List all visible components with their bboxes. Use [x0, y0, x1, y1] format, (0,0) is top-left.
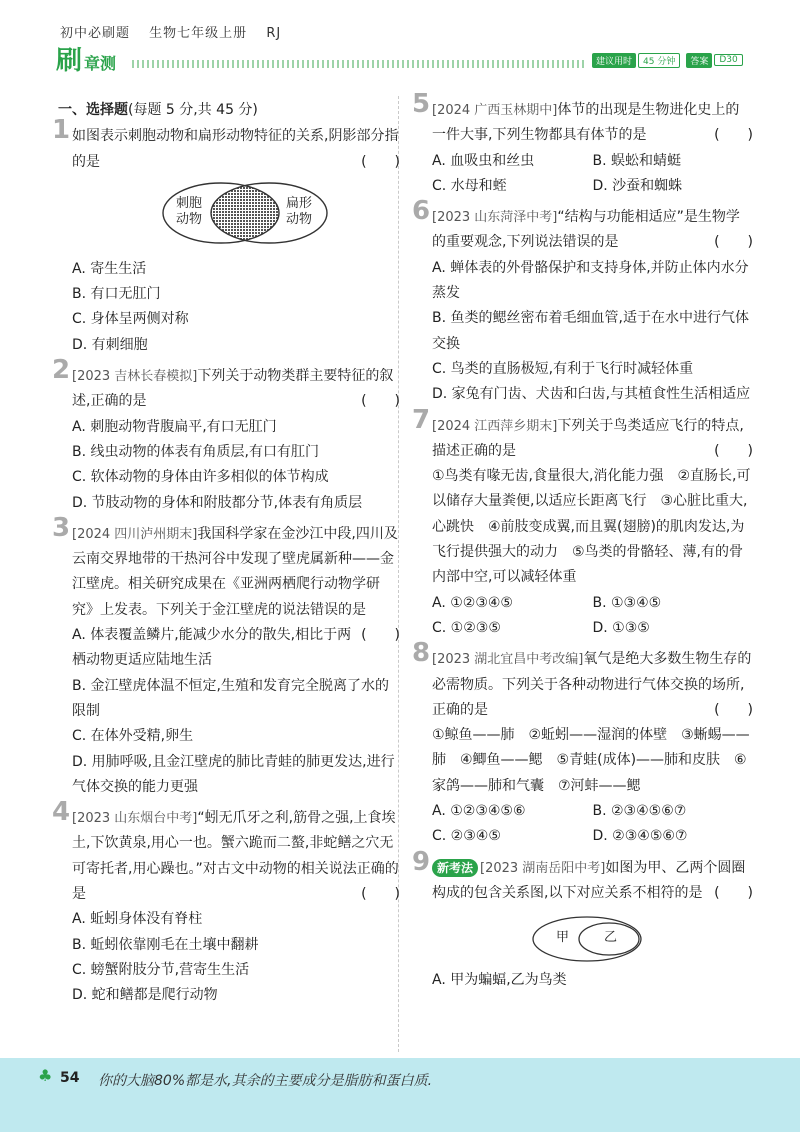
options-list: [72, 623, 400, 800]
option-A: A. ①②③④⑤⑥: [432, 803, 526, 820]
question-stem: 下列关于动物类群主要特征的叙述,正确的是: [72, 368, 394, 410]
question-4: [52, 797, 400, 1008]
answer-paren: ( ): [361, 393, 400, 410]
answer-label: 答案: [686, 53, 712, 68]
options-list: [72, 257, 400, 358]
question-stem: “蚓无爪牙之利,筋骨之强,上食埃土,下饮黄泉,用心一也。蟹六跪而二螯,非蛇鳝之穴无可寄托者,用心躁也。”对古文中动物的相关说法正确的是: [72, 810, 399, 903]
question-number: 6: [412, 196, 431, 227]
time-answer-box: [592, 53, 743, 67]
question-body: ①鸟类有喙无齿,食量很大,消化能力强 ②直肠长,可以储存大量粪便,以适应长距离飞行 ③心脏比重大,心跳快 ④前肢变成翼,而且翼(翅膀)的肌肉发达,为飞行提供强大的动力 ⑤鸟类的骨骼轻、薄,有的骨内部中空,可以减轻体重: [432, 468, 751, 586]
page-number: 54: [60, 1070, 80, 1086]
options-list: [72, 415, 400, 516]
question-number: 4: [52, 797, 71, 828]
question-8: [412, 638, 753, 849]
venn-inner-label: 乙: [604, 930, 618, 946]
question-5: [412, 89, 753, 199]
question-number: 3: [52, 512, 71, 543]
option-D: D. 有刺细胞: [72, 336, 148, 353]
answer-paren: ( ): [361, 153, 400, 170]
question-stem: 如图表示刺胞动物和扁形动物特征的关系,阴影部分指的是: [72, 128, 399, 170]
subject-name: 生物七年级上册: [149, 26, 248, 41]
question-number: 7: [412, 404, 431, 435]
option-B: B. 线虫动物的体表有角质层,有口有肛门: [72, 443, 319, 460]
option-A: A. 蚯蚓身体没有脊柱: [72, 911, 203, 928]
venn-outer-label: 甲: [556, 930, 570, 946]
left-column: [52, 98, 400, 1015]
time-label: 建议用时: [592, 53, 636, 68]
question-number: 1: [52, 115, 71, 146]
answer-paren: ( ): [361, 627, 400, 644]
answer-paren: ( ): [714, 127, 753, 144]
option-C: C. 鸟类的直肠极短,有利于飞行时减轻体重: [432, 360, 694, 377]
footer-tip: 你的大脑80%都是水,其余的主要成分是脂肪和蛋白质.: [98, 1073, 433, 1089]
venn-left-label: 刺胞 动物: [176, 195, 203, 227]
question-number: 8: [412, 638, 431, 669]
answer-paren: ( ): [714, 701, 753, 718]
question-stem: 氧气是绝大多数生物生存的必需物质。下列关于各种动物进行气体交换的场所,正确的是: [432, 651, 752, 718]
venn-svg: [532, 916, 652, 964]
question-source: [2023 湖南岳阳中考]: [480, 860, 606, 876]
venn-right-label: 扁形 动物: [286, 195, 313, 227]
option-D: D. 家兔有门齿、犬齿和臼齿,与其植食性生活相适应: [432, 386, 751, 403]
option-A: A. ①②③④⑤: [432, 594, 513, 611]
question-7: [412, 404, 753, 642]
answer-page: D30: [714, 54, 742, 66]
option-C: C. 在体外受精,卵生: [72, 728, 194, 745]
question-source: [2024 四川泸州期末]: [72, 526, 198, 542]
answer-paren: ( ): [714, 442, 753, 459]
option-B: B. 鱼类的鳃丝密布着毛细血管,适于在水中进行气体交换: [432, 310, 749, 352]
options-list: [432, 968, 753, 993]
options-list: [432, 256, 753, 408]
option-C: C. ②③④⑤: [432, 828, 501, 845]
section-title: 一、选择题(每题 5 分,共 45 分): [58, 102, 258, 118]
answer-paren: ( ): [714, 884, 753, 901]
question-body: ①鲸鱼——肺 ②蚯蚓——湿润的体壁 ③蜥蜴——肺 ④鲫鱼——鳃 ⑤青蛙(成体)——肺和皮肤 ⑥家鸽——肺和气囊 ⑦河蚌——鳃: [432, 727, 750, 794]
question-3: [52, 512, 400, 800]
option-D: D. 沙蚕和蜘蛛: [592, 177, 683, 194]
time-value: 45 分钟: [638, 53, 680, 68]
option-D: D. 节肢动物的身体和附肢都分节,体表有角质层: [72, 494, 363, 511]
question-number: 2: [52, 355, 71, 386]
edition: RJ: [266, 26, 282, 41]
option-B: B. ①③④⑤: [592, 594, 662, 611]
option-C: C. 水母和蛭: [432, 177, 507, 194]
footer: [0, 1058, 800, 1132]
options-list: [432, 591, 753, 642]
option-C: C. 软体动物的身体由许多相似的体节构成: [72, 469, 329, 486]
venn-diagram: [532, 916, 753, 964]
option-C: C. ①②③⑤: [432, 619, 501, 636]
option-C: C. 身体呈两侧对称: [72, 311, 189, 328]
plant-icon: ♣: [38, 1066, 53, 1085]
question-6: [412, 196, 753, 407]
book-name: 初中必刷题: [60, 26, 131, 41]
options-list: [72, 907, 400, 1008]
option-B: B. 蚯蚓依靠刚毛在土壤中翻耕: [72, 936, 259, 953]
header-dotted-rule: [132, 60, 587, 68]
header-info: [60, 22, 295, 41]
question-source: [2023 湖北宜昌中考改编]: [432, 652, 584, 668]
option-D: D. 用肺呼吸,且金江壁虎的肺比青蛙的肺更发达,进行气体交换的能力更强: [72, 753, 395, 795]
question-stem: 体节的出现是生物进化史上的一件大事,下列生物都具有体节的是: [432, 102, 740, 144]
option-A: A. 寄生生活: [72, 260, 147, 277]
question-source: [2023 吉林长春模拟]: [72, 369, 198, 385]
option-A: A. 蝉体表的外骨骼保护和支持身体,并防止体内水分蒸发: [432, 259, 749, 302]
answer-paren: ( ): [361, 886, 400, 903]
answer-paren: ( ): [714, 234, 753, 251]
question-stem: 如图为甲、乙两个圆圈构成的包含关系图,以下对应关系不相符的是: [432, 859, 746, 901]
options-list: [432, 799, 753, 850]
option-B: B. ②③④⑤⑥⑦: [592, 803, 687, 820]
option-C: C. 螃蟹附肢分节,营寄生生活: [72, 961, 250, 978]
right-column: [412, 89, 753, 1000]
option-D: D. ①③⑤: [592, 619, 650, 636]
question-9: [412, 846, 753, 994]
question-source: [2023 山东烟台中考]: [72, 811, 198, 827]
option-B: B. 有口无肛门: [72, 286, 161, 303]
options-list: [432, 149, 753, 200]
question-source: [2023 山东菏泽中考]: [432, 210, 558, 226]
option-A: A. 血吸虫和丝虫: [432, 152, 535, 169]
question-2: [52, 355, 400, 516]
venn-diagram: [162, 181, 400, 251]
question-stem: 下列关于鸟类适应飞行的特点,描述正确的是: [432, 417, 744, 459]
question-stem: 我国科学家在金沙江中段,四川及云南交界地带的干热河谷中发现了壁虎属新种——金江壁虎。相关研究成果在《亚洲两栖爬行动物学研究》上发表。下列关于金江壁虎的说法错误的是: [72, 525, 398, 618]
option-B: B. 金江壁虎体温不恒定,生殖和发育完全脱离了水的限制: [72, 677, 389, 719]
question-number: 9: [412, 846, 431, 877]
question-1: [52, 115, 400, 358]
option-A: A. 甲为蝙蝠,乙为鸟类: [432, 972, 567, 989]
question-source: [2024 广西玉林期中]: [432, 103, 558, 118]
option-D: D. ②③④⑤⑥⑦: [592, 828, 688, 845]
question-number: 5: [412, 89, 431, 119]
option-A: A. 体表覆盖鳞片,能减少水分的散失,相比于两栖动物更适应陆地生活: [72, 627, 352, 669]
question-stem: “结构与功能相适应”是生物学的重要观念,下列说法错误的是: [432, 209, 740, 251]
option-D: D. 蛇和鳝都是爬行动物: [72, 987, 218, 1004]
option-A: A. 刺胞动物背腹扁平,有口无肛门: [72, 418, 277, 435]
brand-logo: 刷章测: [56, 46, 117, 76]
question-source: [2024 江西萍乡期末]: [432, 418, 558, 434]
new-method-badge: 新考法: [432, 859, 478, 877]
option-B: B. 蜈蚣和蜻蜓: [592, 152, 682, 169]
